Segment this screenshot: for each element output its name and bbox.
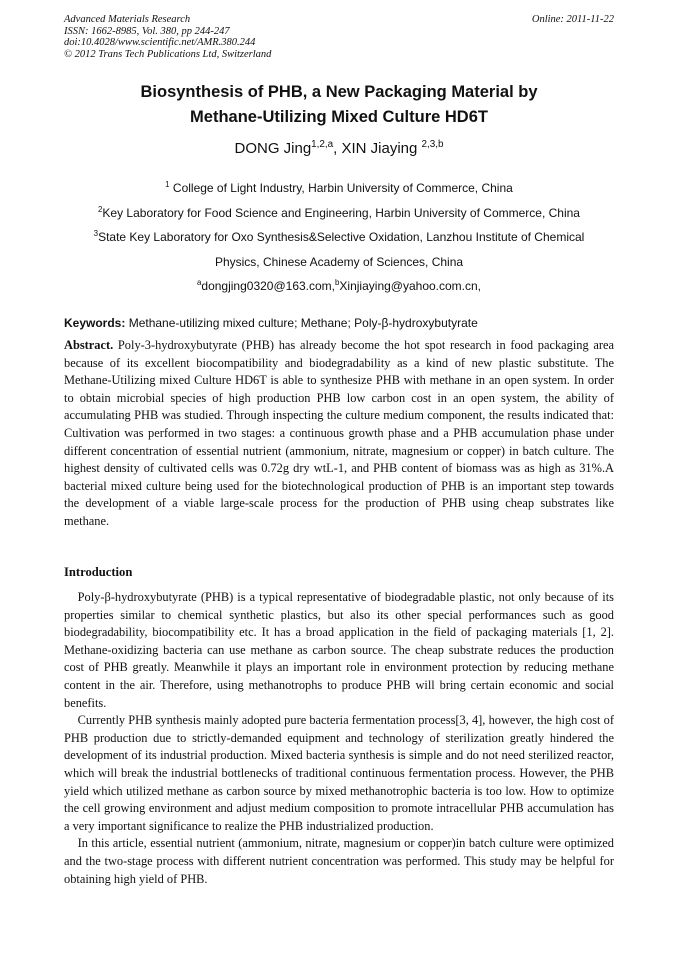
title-line-1: Biosynthesis of PHB, a New Packaging Material by — [140, 83, 538, 101]
affiliation-2-text: Key Laboratory for Food Science and Engineering, Harbin University of Commerce, China — [102, 205, 580, 220]
affiliation-1-mark: 1 — [165, 180, 170, 189]
affiliations — [64, 176, 614, 299]
email-b-mark: b — [335, 278, 340, 287]
author-1-name: DONG Jing — [234, 140, 312, 157]
doi-line: doi:10.4028/www.scientific.net/AMR.380.244 — [64, 37, 256, 48]
author-emails — [64, 274, 614, 299]
author-separator: , — [333, 140, 342, 157]
email-a-link[interactable]: dongjing0320@163.com, — [201, 279, 336, 293]
title-line-2: Methane-Utilizing Mixed Culture HD6T — [190, 108, 488, 126]
introduction-paragraph-1: Poly-β-hydroxybutyrate (PHB) is a typical representative of biodegradable plastic, not only because of its properties similar to chemical synthetic plastics, but also its other special performances such as good biodegradability, biocompatibility etc. It has a broad application in the field of packaging materials [1, 2]. Methane-oxidizing bacteria can use methane as carbon source. The cheap substrate reduces the production cost of PHB greatly. Meanwhile it plays an important role in environment protection by reducing methane content in the air. Therefore, using methanotrophs to produce PHB will bring certain economic and social benefits. — [64, 590, 614, 710]
introduction-body — [64, 589, 614, 888]
author-1-affil-marks: 1,2,a — [311, 139, 334, 150]
abstract — [64, 337, 614, 531]
author-list — [64, 140, 614, 157]
author-2-name: XIN Jiaying — [341, 140, 422, 157]
email-a-mark: a — [196, 278, 202, 287]
abstract-text: Poly-3-hydroxybutyrate (PHB) has already become the hot spot research in food packaging area because of its excellent biocompatibility and biodegradability as a kind of new plastic substitute. The Methane-Utilizing mixed Culture HD6T is able to synthesize PHB with methane in an open system. In order to obtain microbial species of high production PHB low carbon cost in an open system, the ability of accumulating PHB was studied. Through inspecting the culture medium component, the results indicated that: Cultivation was performed in two stages: a continuous growth phase and a PHB accumulation phase under different concentration of essential nutrient (ammonium, nitrate, magnesium or copper) in batch culture. The highest density of cultivated cells was 0.72g dry wtL-1, and PHB content of biomass was as high as 31%.A bacterial mixed culture being used for the biotechnological production of PHB is an important step towards the development of a viable large-scale process for the production of PHB using cheap substrates like methane. — [64, 338, 614, 528]
affiliation-3-continued: Physics, Chinese Academy of Sciences, China — [214, 254, 464, 269]
introduction-paragraph-3: In this article, essential nutrient (ammonium, nitrate, magnesium or copper)in batch culture were optimized and the two-stage process with different nutrient concentration was performed. This study may be helpful for obtaining high yield of PHB. — [64, 836, 614, 886]
affiliation-1-text: College of Light Industry, Harbin University of Commerce, China — [169, 181, 513, 195]
affiliation-2 — [64, 201, 614, 226]
author-2-affil-marks: 2,3,b — [421, 139, 444, 150]
affiliation-3 — [64, 225, 614, 250]
email-b-link[interactable]: Xinjiaying@yahoo.com.cn, — [339, 279, 482, 293]
copyright-line: © 2012 Trans Tech Publications Ltd, Switzerland — [64, 48, 272, 60]
introduction-paragraph-2: Currently PHB synthesis mainly adopted pure bacteria fermentation process[3, 4], however, the high cost of PHB production due to strictly-demanded equipment and technology of sterilization greatly hindered the development of its industrial production. Mixed bacteria synthesis is simple and do not need sterilized reactor, which will break the industrial bottlenecks of traditional continuous fermentation process. However, the PHB yield which utilized methane as carbon source by mixed methanotrophic bacteria is too low. How to optimize the cell growing environment and adjust medium composition to promote intracellular PHB accumulation has a very important significance to realize the PHB industrialized production. — [64, 713, 614, 833]
affiliation-1 — [64, 176, 614, 201]
abstract-label: Abstract. — [64, 338, 114, 352]
journal-name: Advanced Materials Research — [64, 14, 191, 25]
affiliation-3-text-line-1: State Key Laboratory for Oxo Synthesis&Selective Oxidation, Lanzhou Institute of Chemical — [98, 230, 585, 244]
keywords — [64, 316, 614, 330]
introduction-heading: Introduction — [64, 565, 133, 579]
affiliation-3-mark: 3 — [93, 229, 99, 238]
online-date: Online: 2011-11-22 — [531, 14, 614, 25]
paper-title — [64, 80, 614, 130]
affiliation-2-mark: 2 — [98, 204, 103, 214]
issn-line: ISSN: 1662-8985, Vol. 380, pp 244-247 — [64, 25, 230, 37]
journal-header — [64, 14, 614, 60]
keywords-label: Keywords: — [64, 316, 126, 330]
keywords-text: Methane-utilizing mixed culture; Methane; Poly-β-hydroxybutyrate — [125, 316, 478, 330]
